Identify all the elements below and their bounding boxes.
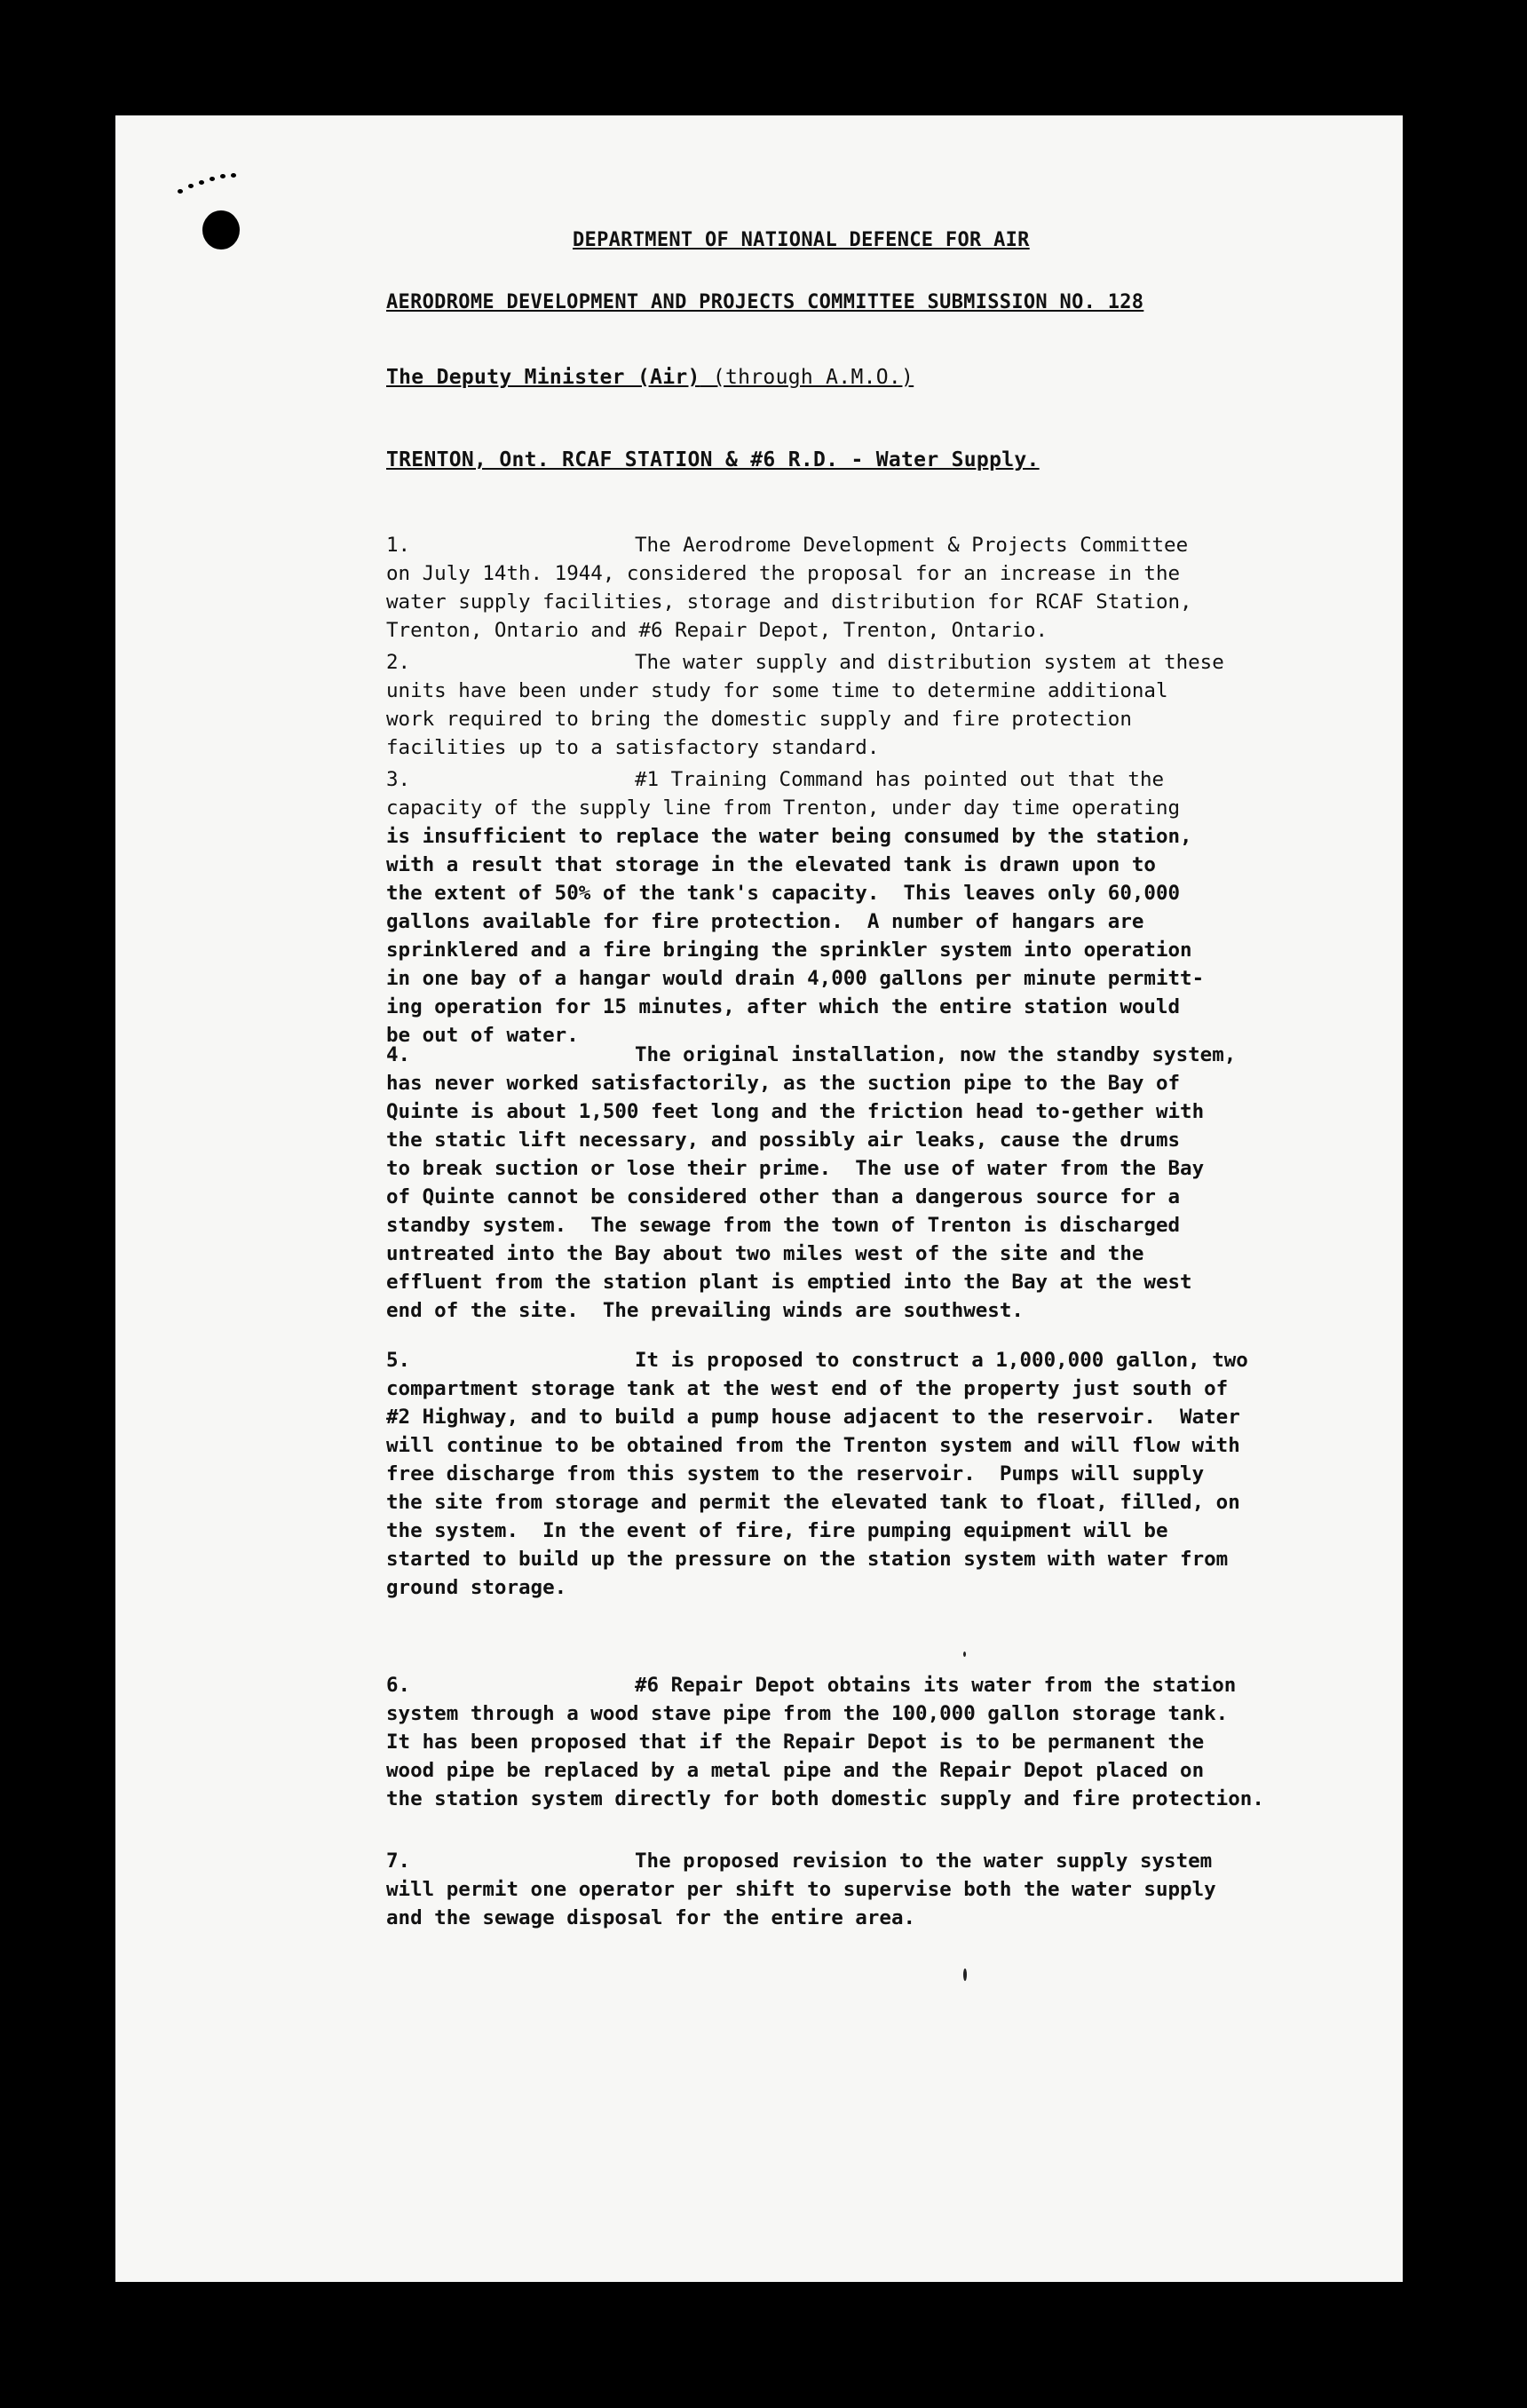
paragraph-line (386, 1183, 1403, 1211)
paragraph-line (386, 1041, 1403, 1069)
paragraph-text: facilities up to a satisfactory standard. (386, 736, 880, 759)
paragraph-text: system through a wood stave pipe from the 100,000 gallon storage tank. (386, 1702, 1229, 1725)
paragraph-line (386, 765, 1403, 794)
paragraph-line (386, 531, 1403, 559)
paragraph-line (386, 1268, 1403, 1296)
paragraph-line (386, 907, 1403, 936)
paragraph-text: The water supply and distribution system at these (635, 651, 1224, 674)
paragraph-line (386, 1785, 1403, 1813)
paragraph-text: the site from storage and permit the elevated tank to float, filled, on (386, 1491, 1240, 1514)
paragraph-line (386, 1671, 1403, 1699)
paragraph-text: The proposed revision to the water supply system (635, 1850, 1213, 1873)
paragraph-text: compartment storage tank at the west end of the property just south of (386, 1377, 1229, 1400)
paragraph-text: free discharge from this system to the reservoir. Pumps will supply (386, 1462, 1205, 1485)
paragraph-text: with a result that storage in the elevated tank is drawn upon to (386, 853, 1156, 876)
paragraph-number: 2. (386, 651, 411, 674)
paragraph-line (386, 1756, 1403, 1785)
paragraph-text: Trenton, Ontario and #6 Repair Depot, Trenton, Ontario. (386, 619, 1048, 642)
paragraph-line (386, 1126, 1403, 1154)
paragraph-line (386, 1488, 1403, 1517)
paragraph-6 (386, 1671, 1403, 1813)
paragraph-line (386, 851, 1403, 879)
paragraph-text: standby system. The sewage from the town of Trenton is discharged (386, 1214, 1181, 1237)
paragraph-text: #1 Training Command has pointed out that the (635, 768, 1165, 791)
paragraph-line (386, 1431, 1403, 1460)
paragraph-text: #6 Repair Depot obtains its water from the station (635, 1674, 1237, 1697)
paragraph-text: will continue to be obtained from the Trenton system and will flow with (386, 1434, 1240, 1457)
paragraph-number: 3. (386, 768, 411, 791)
paragraph-line (386, 1460, 1403, 1488)
paragraph-line (386, 1573, 1403, 1602)
paragraph-text: water supply facilities, storage and distribution for RCAF Station, (386, 590, 1192, 614)
paragraph-text: #2 Highway, and to build a pump house adjacent to the reservoir. Water (386, 1406, 1240, 1429)
paragraph-text: the static lift necessary, and possibly air leaks, cause the drums (386, 1129, 1181, 1152)
paragraph-text: effluent from the station plant is emptied into the Bay at the west (386, 1271, 1192, 1294)
paragraph-number: 1. (386, 534, 411, 557)
paragraph-text: on July 14th. 1944, considered the proposal for an increase in the (386, 562, 1181, 585)
paragraph-number: 7. (386, 1850, 411, 1873)
paragraph-text: capacity of the supply line from Trenton, under day time operating (386, 796, 1181, 820)
paragraph-text: the station system directly for both domestic supply and fire protection. (386, 1787, 1264, 1810)
paragraph-text: is insufficient to replace the water being consumed by the station, (386, 825, 1192, 848)
addressee: The Deputy Minister (Air) (386, 366, 700, 389)
paragraph-text: The original installation, now the standby system, (635, 1043, 1237, 1066)
paragraph-text: will permit one operator per shift to supervise both the water supply (386, 1878, 1216, 1901)
paragraph-line (386, 822, 1403, 851)
addressee-line (386, 366, 914, 389)
paragraph-text: ing operation for 15 minutes, after which the entire station would (386, 995, 1181, 1018)
paragraph-2 (386, 648, 1403, 762)
paragraph-text: to break suction or lose their prime. The use of water from the Bay (386, 1157, 1205, 1180)
paragraph-text: It has been proposed that if the Repair Depot is to be permanent the (386, 1731, 1205, 1754)
paragraph-line (386, 559, 1403, 588)
paragraph-line (386, 936, 1403, 964)
paragraph-text: gallons available for fire protection. A number of hangars are (386, 910, 1144, 933)
paragraph-4 (386, 1041, 1403, 1325)
paragraph-line (386, 1240, 1403, 1268)
paragraph-line (386, 1374, 1403, 1403)
paragraph-line (386, 1211, 1403, 1240)
paragraph-line (386, 993, 1403, 1021)
department-heading: DEPARTMENT OF NATIONAL DEFENCE FOR AIR (573, 229, 1030, 251)
paragraph-line (386, 1728, 1403, 1756)
paragraph-text: wood pipe be replaced by a metal pipe and the Repair Depot placed on (386, 1759, 1205, 1782)
submission-heading: AERODROME DEVELOPMENT AND PROJECTS COMMITTEE SUBMISSION NO. 128 (386, 291, 1144, 313)
paragraph-text: the system. In the event of fire, fire pumping equipment will be (386, 1519, 1168, 1542)
paragraph-text: Quinte is about 1,500 feet long and the friction head to-gether with (386, 1100, 1205, 1123)
paragraph-text: sprinklered and a fire bringing the sprinkler system into operation (386, 939, 1192, 962)
paragraph-text: The Aerodrome Development & Projects Committee (635, 534, 1189, 557)
paragraph-text: of Quinte cannot be considered other than a dangerous source for a (386, 1185, 1181, 1208)
paragraph-line (386, 879, 1403, 907)
paragraph-line (386, 1847, 1403, 1875)
paragraph-5 (386, 1346, 1403, 1602)
paragraph-text: end of the site. The prevailing winds are southwest. (386, 1299, 1024, 1322)
paragraph-line (386, 794, 1403, 822)
paragraph-text: units have been under study for some time to determine additional (386, 679, 1168, 702)
paragraph-line (386, 1069, 1403, 1097)
paragraph-1 (386, 531, 1403, 645)
punch-hole (202, 210, 240, 250)
paragraph-line (386, 1154, 1403, 1183)
paragraph-number: 5. (386, 1349, 411, 1372)
paragraph-line (386, 964, 1403, 993)
paragraph-line (386, 1296, 1403, 1325)
paragraph-number: 6. (386, 1674, 411, 1697)
addressee-via: (through A.M.O.) (700, 366, 914, 389)
paragraph-text: and the sewage disposal for the entire area. (386, 1906, 916, 1929)
paragraph-line (386, 1699, 1403, 1728)
paragraph-line (386, 705, 1403, 733)
paragraph-line (386, 616, 1403, 645)
paragraph-line (386, 1346, 1403, 1374)
page-mark (963, 1652, 966, 1657)
subject-heading: TRENTON, Ont. RCAF STATION & #6 R.D. - Water Supply. (386, 448, 1040, 471)
paragraph-text: in one bay of a hangar would drain 4,000 gallons per minute permitt- (386, 967, 1205, 990)
paragraph-text: has never worked satisfactorily, as the suction pipe to the Bay of (386, 1072, 1181, 1095)
paragraph-number: 4. (386, 1043, 411, 1066)
paragraph-line (386, 733, 1403, 762)
paragraph-line (386, 588, 1403, 616)
paragraph-line (386, 1097, 1403, 1126)
paragraph-text: ground storage. (386, 1576, 567, 1599)
paragraph-line (386, 1545, 1403, 1573)
document-page (115, 115, 1403, 2282)
paragraph-line (386, 1875, 1403, 1904)
page-mark (963, 1968, 967, 1981)
paragraph-line (386, 1517, 1403, 1545)
paragraph-7 (386, 1847, 1403, 1932)
paragraph-text: be out of water. (386, 1024, 579, 1047)
paragraph-text: untreated into the Bay about two miles west of the site and the (386, 1242, 1144, 1265)
paragraph-text: started to build up the pressure on the station system with water from (386, 1548, 1229, 1571)
paragraph-line (386, 648, 1403, 677)
paragraph-line (386, 677, 1403, 705)
ink-specks (178, 173, 240, 200)
paragraph-text: work required to bring the domestic supply and fire protection (386, 708, 1132, 731)
paragraph-line (386, 1904, 1403, 1932)
paragraph-text: It is proposed to construct a 1,000,000 gallon, two (635, 1349, 1248, 1372)
paragraph-3 (386, 765, 1403, 1050)
paragraph-text: the extent of 50% of the tank's capacity. This leaves only 60,000 (386, 882, 1181, 905)
paragraph-line (386, 1403, 1403, 1431)
